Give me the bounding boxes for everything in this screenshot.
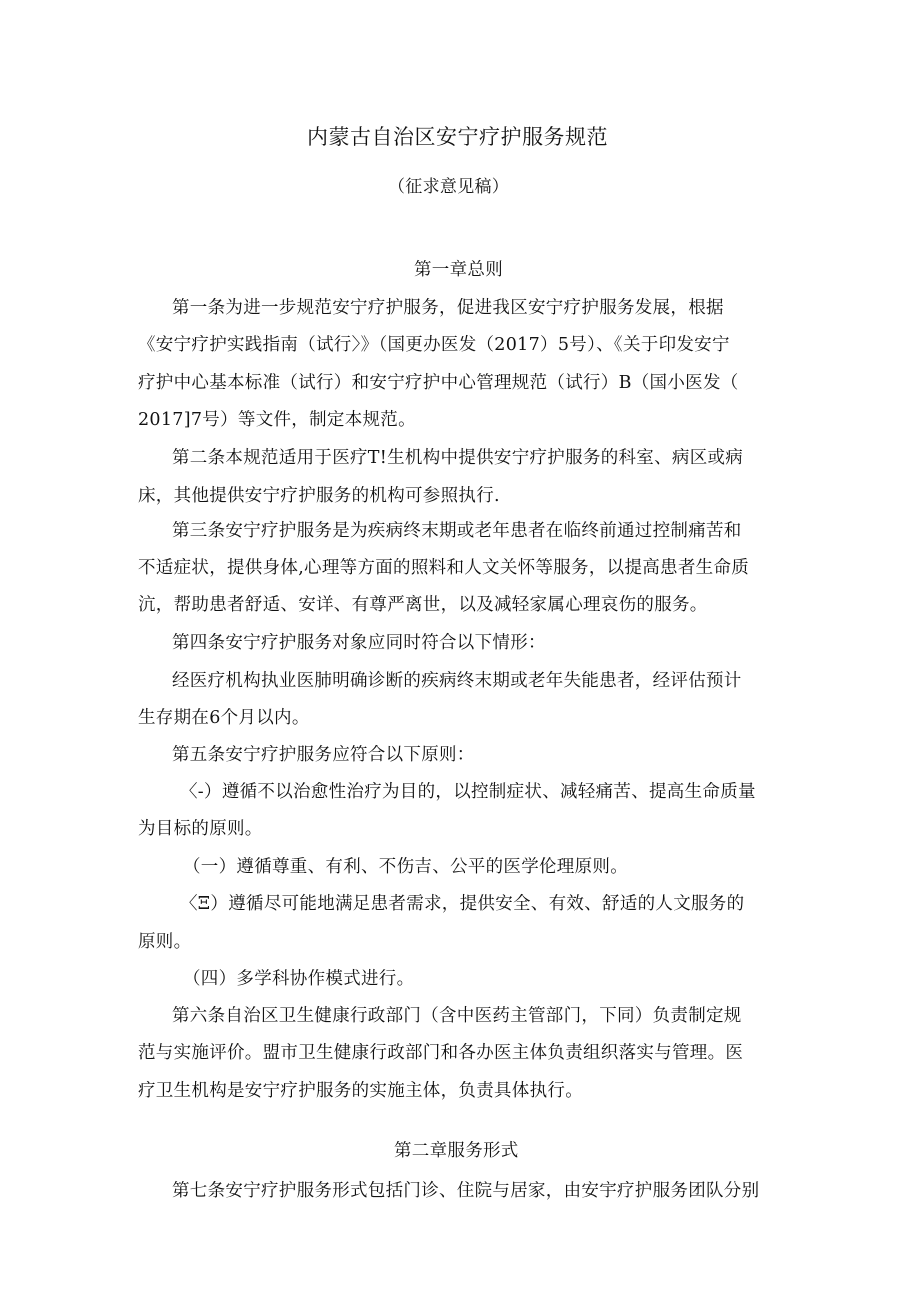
paragraph-line: 2017]7号）等文件，制定本规范。 bbox=[138, 410, 416, 430]
document-subtitle: （征求意见稿） bbox=[388, 177, 510, 197]
paragraph-line: （一）遵循尊重、有利、不伤吉、公平的医学伦理原则。 bbox=[183, 857, 628, 877]
paragraph-line: 疗卫生机构是安宁疗护服务的实施主体，负责具体执行。 bbox=[138, 1081, 583, 1101]
document-title: 内蒙古自治区安宁疗护服务规范 bbox=[307, 125, 608, 149]
paragraph-line: 〈-）遵循不以治愈性治疗为目的，以控制症状、减轻痛苦、提高生命质量 bbox=[180, 782, 756, 802]
paragraph-line: 疗护中心基本标准（试行）和安宁疗护中心管理规范（试行）B（国小医发（ bbox=[138, 373, 739, 393]
paragraph-line: 第七条安宁疗护服务形式包括门诊、住院与居家，由安宇疗护服务团队分别 bbox=[172, 1181, 760, 1201]
paragraph-line: 床，其他提供安宁疗护服务的机构可参照执行. bbox=[138, 486, 500, 506]
paragraph-line: 第六条自治区卫生健康行政部门（含中医药主管部门，下同）负责制定规 bbox=[172, 1006, 742, 1026]
paragraph-line: 原则。 bbox=[138, 932, 192, 952]
chapter-heading: 第一章总则 bbox=[414, 260, 503, 280]
paragraph-line: （四）多学科协作模式进行。 bbox=[183, 969, 415, 989]
paragraph-line: 不适症状，提供身体,心理等方面的照料和人文关怀等服务，以提高患者生命质 bbox=[138, 558, 750, 578]
paragraph-line: 沆，帮助患者舒适、安详、有尊严离世，以及减轻家属心理哀伤的服务。 bbox=[138, 595, 708, 615]
paragraph-line: 范与实施评价。盟市卫生健康行政部门和各办医主体负责组织落实与管理。医 bbox=[138, 1043, 744, 1063]
paragraph-line: 《安宁疗护实践指南（试行〉》（国更办医发（2017）5号）、《关于印发安宁 bbox=[138, 335, 730, 355]
paragraph-line: 为目标的原则。 bbox=[138, 819, 263, 839]
paragraph-line: 第五条安宁疗护服务应符合以下原则： bbox=[172, 745, 475, 765]
paragraph-line: 生存期在6个月以内。 bbox=[138, 708, 310, 728]
paragraph-line: 〈Ξ）遵循尽可能地满足患者需求，提供安全、有效、舒适的人文服务的 bbox=[180, 894, 745, 914]
chapter-heading: 第二章服务形式 bbox=[394, 1141, 519, 1161]
paragraph-line: 第二条本规范适用于医疗T!生机构中提供安宁疗护服务的科室、病区或病 bbox=[172, 448, 744, 468]
paragraph-line: 经医疗机构执业医肺明确诊断的疾病终末期或老年失能患者，经评估预计 bbox=[172, 671, 742, 691]
paragraph-line: 第三条安宁疗护服务是为疾病终末期或老年患者在临终前通过控制痛苦和 bbox=[172, 521, 742, 541]
paragraph-line: 第一条为进一步规范安宁疗护服务，促进我区安宁疗护服务发展，根据 bbox=[172, 298, 724, 318]
paragraph-line: 第四条安宁疗护服务对象应同时符合以下情形： bbox=[172, 633, 546, 653]
